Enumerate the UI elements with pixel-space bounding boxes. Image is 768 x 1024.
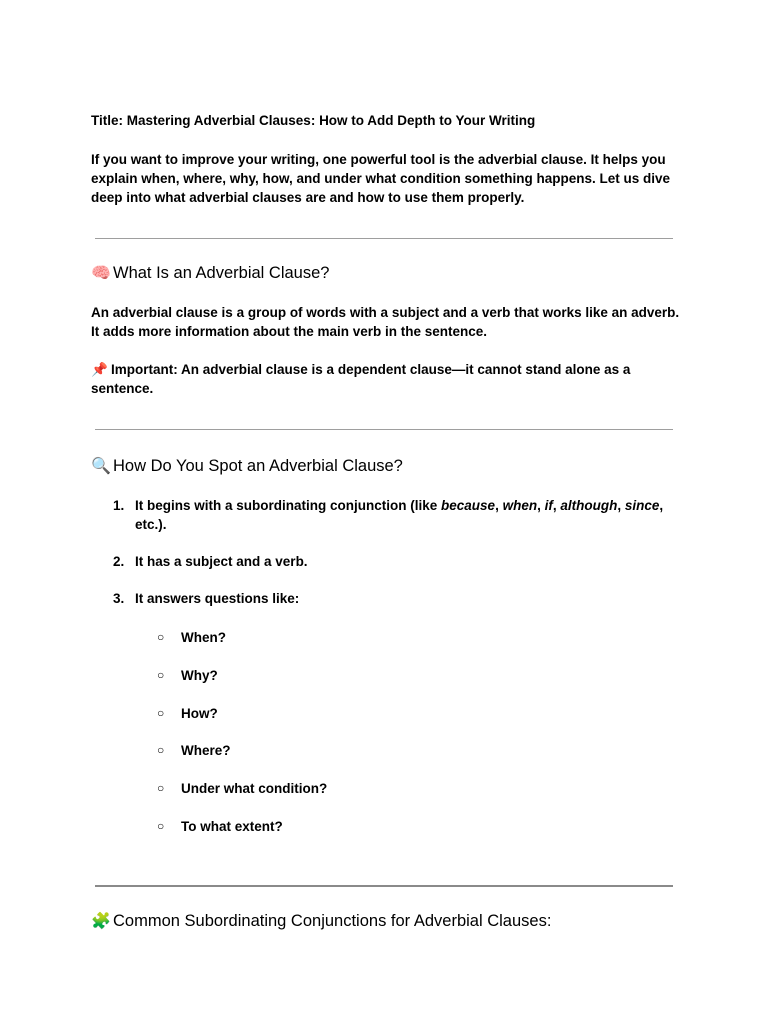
- list-item: ○ Where?: [157, 743, 231, 759]
- brain-icon: 🧠: [91, 265, 111, 282]
- important-note: [91, 360, 681, 398]
- list-item: 1. It begins with a subordinating conjunction (like because, when, if, although, since, etc.).: [113, 498, 664, 532]
- document-title: Title: Mastering Adverbial Clauses: How to Add Depth to Your Writing: [91, 113, 536, 128]
- magnifier-icon: 🔍: [91, 458, 111, 475]
- list-item: ○ How?: [157, 705, 218, 721]
- list-number: 1.: [113, 498, 125, 513]
- list-item: ○ When?: [157, 630, 226, 645]
- pushpin-icon: 📌: [91, 362, 108, 377]
- circle-bullet-icon: ○: [157, 818, 165, 833]
- section-heading-spot: [91, 455, 403, 478]
- section-heading-what-is: [91, 262, 329, 285]
- list-item: 3. It answers questions like:: [113, 591, 300, 606]
- example-conjunction: because: [441, 498, 496, 513]
- document-intro: [91, 111, 681, 207]
- list-item: ○ Under what condition?: [157, 781, 328, 797]
- example-conjunction: when: [502, 498, 538, 513]
- section-heading-text: How Do You Spot an Adverbial Clause?: [113, 457, 403, 475]
- questions-sublist: [91, 628, 327, 855]
- important-note-text: Important: An adverbial clause is a dependent clause—it cannot stand alone as a sentence.: [91, 362, 631, 396]
- example-conjunction: since: [624, 498, 660, 513]
- section-heading-conjunctions: [91, 910, 551, 933]
- section-heading-text: What Is an Adverbial Clause?: [113, 264, 330, 282]
- definition-paragraph: An adverbial clause is a group of words with a subject and a verb that works like an adverb. It adds more information about the main verb in the sentence.: [91, 305, 680, 339]
- circle-bullet-icon: ○: [157, 630, 165, 644]
- section-heading-text: Common Subordinating Conjunctions for Adverbial Clauses:: [113, 912, 552, 930]
- list-item: ○ Why?: [157, 667, 218, 683]
- spot-steps-list: [91, 496, 681, 626]
- example-conjunction: although: [560, 498, 618, 513]
- puzzle-piece-icon: 🧩: [91, 913, 111, 930]
- section-what-is-body: [91, 303, 681, 341]
- divider: [95, 238, 673, 239]
- list-item: ○ To what extent?: [157, 818, 283, 834]
- divider: [95, 429, 673, 430]
- list-number: 2.: [113, 554, 125, 569]
- circle-bullet-icon: ○: [157, 781, 165, 796]
- list-item: 2. It has a subject and a verb.: [113, 554, 308, 569]
- circle-bullet-icon: ○: [157, 667, 165, 682]
- circle-bullet-icon: ○: [157, 705, 165, 720]
- example-conjunction: if: [544, 498, 553, 513]
- intro-paragraph: If you want to improve your writing, one powerful tool is the adverbial clause. It helps you explain when, where, why, how, and under what condition something happens. Let us dive deep into what adverbial clauses are and how to use them properly.: [91, 152, 671, 205]
- circle-bullet-icon: ○: [157, 743, 165, 758]
- divider: [95, 885, 673, 887]
- list-number: 3.: [113, 591, 125, 606]
